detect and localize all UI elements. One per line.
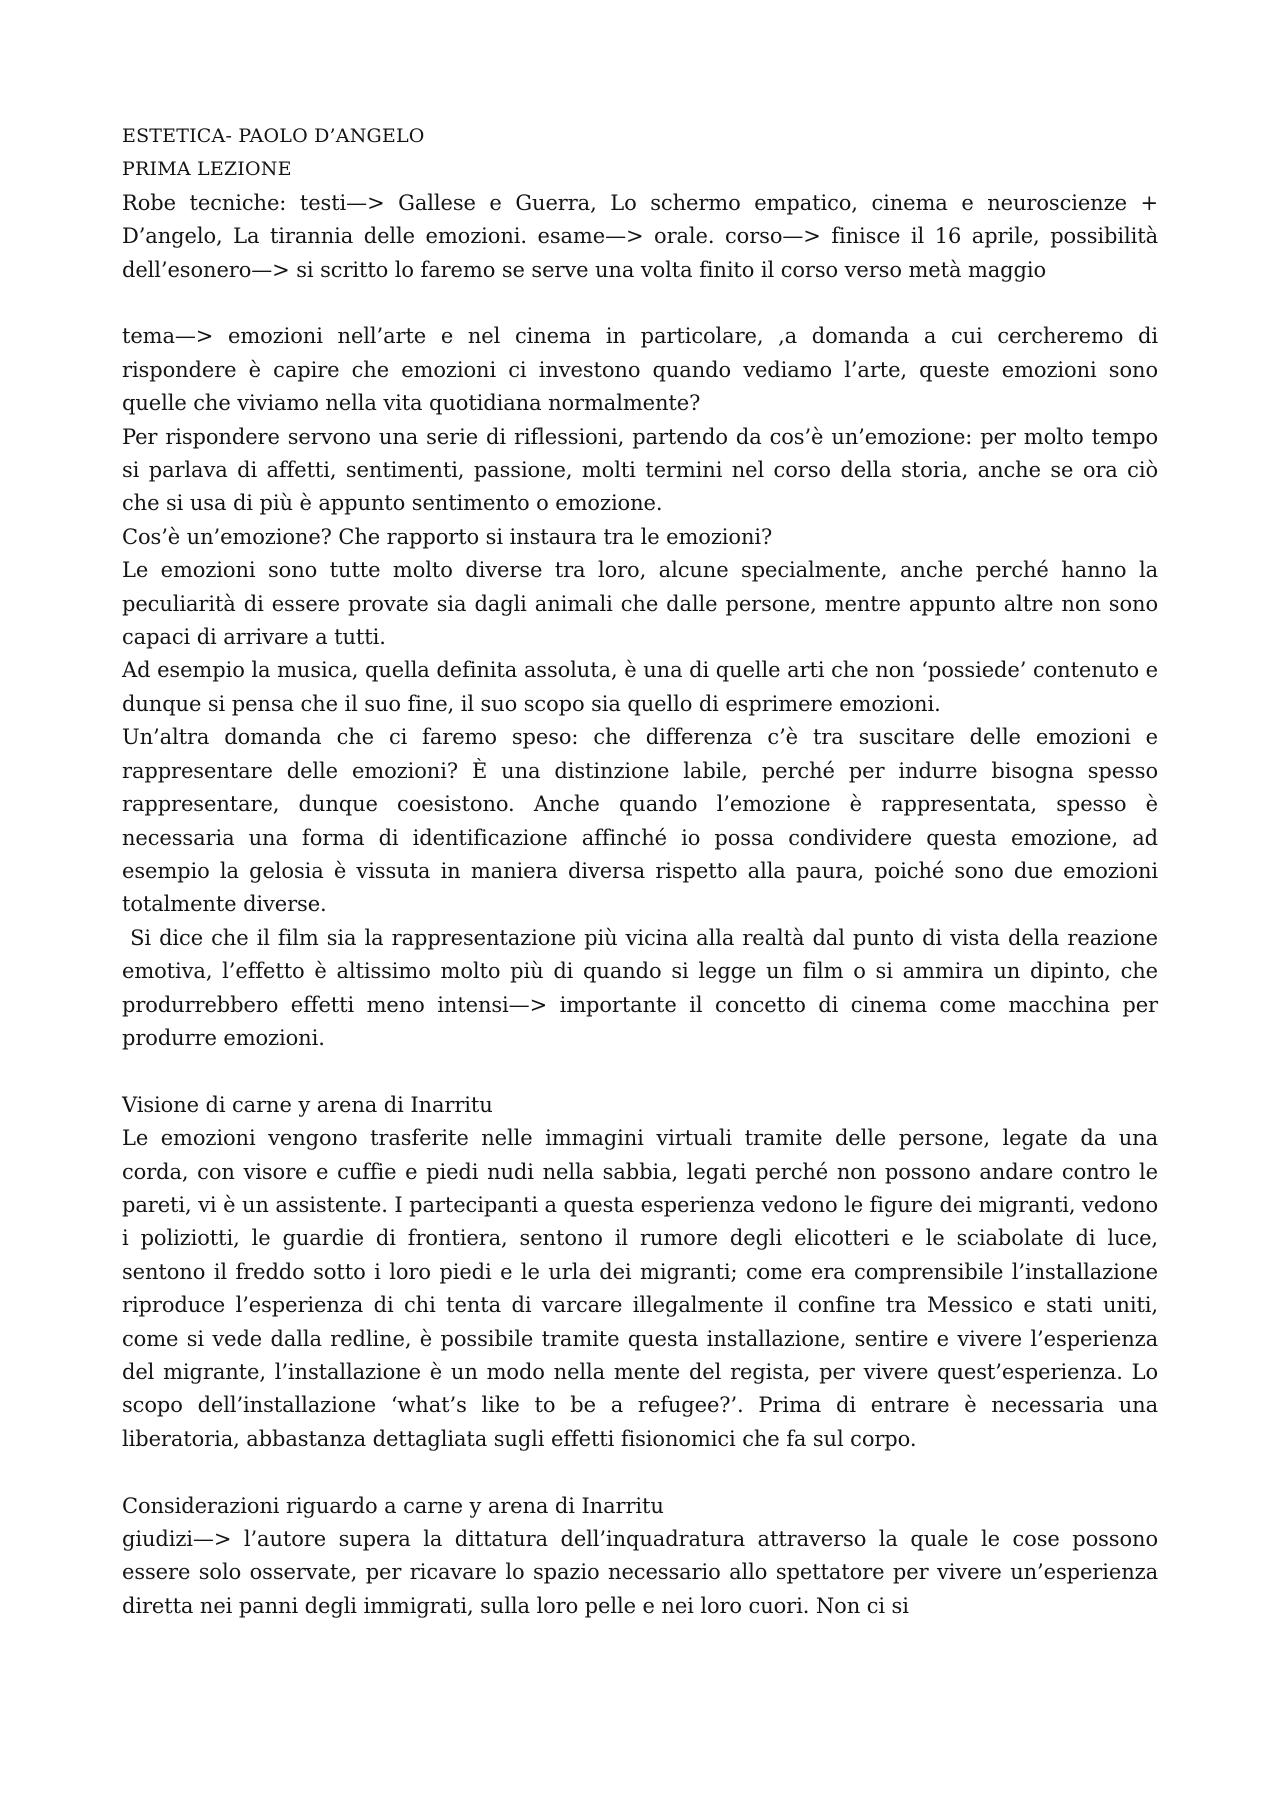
section-body-vision: Le emozioni vengono trasferite nelle immagini virtuali tramite delle persone, legate da una corda, con visore e cuffie e piedi nudi nella sabbia, legati perché non possono andare contro le pareti, vi è un assistente. I partecipanti a questa esperienza vedono le figure dei migranti, vedono i poliziotti, le guardie di frontiera, sentono il rumore degli elicotteri e le sciabolate di luce, sentono il freddo sotto i loro piedi e le urla dei migranti; come era comprensibile l’installazione riproduce l’esperienza di chi tenta di varcare illegalmente il confine tra Messico e stati uniti, come si vede dalla redline, è possibile tramite questa installazione, sentire e vivere l’esperienza del migrante, l’installazione è un modo nella mente del regista, per vivere quest’esperienza. Lo scopo dell’installazione ‘what’s like to be a refugee?’. Prima di entrare è necessaria una liberatoria, abbastanza dettagliata sugli effetti fisionomici che fa sul corpo. xyxy=(122,1126,1158,1451)
theme-paragraph-1: tema—> emozioni nell’arte e nel cinema in particolare, ,a domanda a cui cercheremo di rispondere è capire che emozioni ci investono quando vediamo l’arte, queste emozioni sono quelle che viviamo nella vita quotidiana normalmente? xyxy=(122,324,1158,416)
theme-paragraph-5: Ad esempio la musica, quella definita assoluta, è una di quelle arti che non ‘possiede’ contenuto e dunque si pensa che il suo fine, il suo scopo sia quello di esprimere emozioni. xyxy=(122,658,1158,716)
section-heading-vision: Visione di carne y arena di Inarritu xyxy=(122,1092,493,1117)
document-page xyxy=(122,120,1165,1623)
paragraph-gap xyxy=(122,287,1158,320)
document-title: ESTETICA- PAOLO D’ANGELO xyxy=(122,125,425,147)
theme-paragraph-4: Le emozioni sono tutte molto diverse tra loro, alcune specialmente, anche perché hanno la peculiarità di essere provate sia dagli animali che dalle persone, mentre appunto altre non sono capaci di arrivare a tutti. xyxy=(122,558,1158,650)
intro-paragraph: Robe tecniche: testi—> Gallese e Guerra, Lo schermo empatico, cinema e neuroscienze + D’angelo, La tirannia delle emozioni. esame—> orale. corso—> finisce il 16 aprile, possibilità dell’esonero—> si scritto lo faremo se serve una volta finito il corso verso metà maggio xyxy=(122,190,1158,282)
theme-paragraph-2: Per rispondere servono una serie di riflessioni, partendo da cos’è un’emozione: per molto tempo si parlava di affetti, sentimenti, passione, molti termini nel corso della storia, anche se ora ciò che si usa di più è appunto sentimento o emozione. xyxy=(122,424,1158,516)
section-body-considerations: giudizi—> l’autore supera la dittatura dell’inquadratura attraverso la quale le cose possono essere solo osservate, per ricavare lo spazio necessario allo spettatore per vivere un’esperienza diretta nei panni degli immigrati, sulla loro pelle e nei loro cuori. Non ci si xyxy=(122,1527,1158,1618)
theme-paragraph-7: Si dice che il film sia la rappresentazione più vicina alla realtà dal punto di vista della reazione emotiva, l’effetto è altissimo molto più di quando si legge un film o si ammira un dipinto, che produrrebbero effetti meno intensi—> importante il concetto di cinema come macchina per produrre emozioni. xyxy=(122,925,1165,1050)
paragraph-gap xyxy=(122,1055,1158,1088)
theme-paragraph-6: Un’altra domanda che ci faremo speso: che differenza c’è tra suscitare delle emozioni e rappresentare delle emozioni? È una distinzione labile, perché per indurre bisogna spesso rappresentare, dunque coesistono. Anche quando l’emozione è rappresentata, spesso è necessaria una forma di identificazione affinché io possa condividere questa emozione, ad esempio la gelosia è vissuta in maniera diversa rispetto alla paura, poiché sono due emozioni totalmente diverse. xyxy=(122,725,1158,917)
section-heading-considerations: Considerazioni riguardo a carne y arena di Inarritu xyxy=(122,1493,664,1518)
paragraph-gap xyxy=(122,1456,1158,1489)
lesson-label: PRIMA LEZIONE xyxy=(122,158,292,181)
theme-paragraph-3: Cos’è un’emozione? Che rapporto si instaura tra le emozioni? xyxy=(122,524,773,549)
